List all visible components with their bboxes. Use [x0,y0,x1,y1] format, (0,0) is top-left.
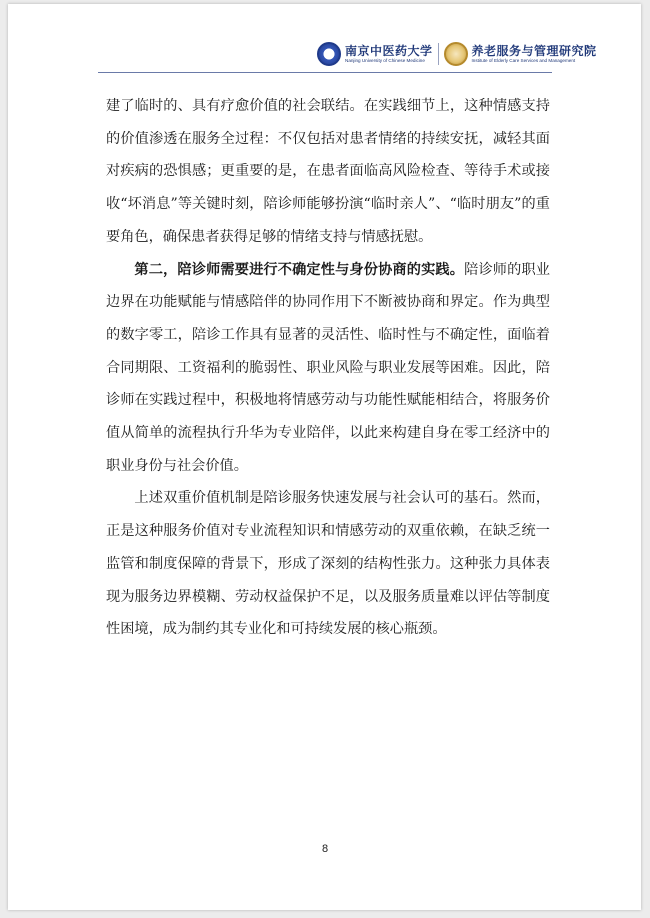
university-name: 南京中医药大学 [345,43,433,58]
institute-name: 养老服务与管理研究院 [471,43,597,58]
paragraph-2-heading: 第二，陪诊师需要进行不确定性与身份协商的实践。 [134,261,465,278]
university-name-en: Nanjing University of Chinese Medicine [345,57,425,63]
body-text [106,90,550,646]
page-header [317,38,597,70]
paragraph-3: 上述双重价值机制是陪诊服务快速发展与社会认可的基石。然而，正是这种服务价值对专业流程知识和情感劳动的双重依赖，在缺乏统一监管和制度保障的背景下，形成了深刻的结构性张力。这种张力具体表现为服务边界模糊、劳动权益保护不足，以及服务质量难以评估等制度性困境，成为制约其专业化和可持续发展的核心瓶颈。 [106,490,550,638]
page-number: 8 [321,843,329,855]
university-seal-icon [317,42,341,66]
paragraph-1: 建了临时的、具有疗愈价值的社会联结。在实践细节上，这种情感支持的价值渗透在服务全过程：不仅包括对患者情绪的持续安抚，减轻其面对疾病的恐惧感；更重要的是，在患者面临高风险检查、等待手术或接收“坏消息”等关键时刻，陪诊师能够扮演“临时亲人”、“临时朋友”的重要角色，确保患者获得足够的情绪支持与情感抚慰。 [106,98,550,245]
institute-logo [444,42,597,66]
header-rule [98,72,552,73]
paragraph-2 [106,254,550,483]
logo-divider [438,43,439,65]
institute-seal-icon [444,42,468,66]
institute-name-en: Institute of Elderly Care Services and Management [471,57,576,63]
nucm-logo [317,42,433,66]
paragraph-2-text: 陪诊师的职业边界在功能赋能与情感陪伴的协同作用下不断被协商和界定。作为典型的数字零工，陪诊工作具有显著的灵活性、临时性与不确定性，面临着合同期限、工资福利的脆弱性、职业风险与职业发展等困难。因此，陪诊师在实践过程中，积极地将情感劳动与功能性赋能相结合，将服务价值从简单的流程执行升华为专业陪伴，以此来构建自身在零工经济中的职业身份与社会价值。 [106,261,550,474]
